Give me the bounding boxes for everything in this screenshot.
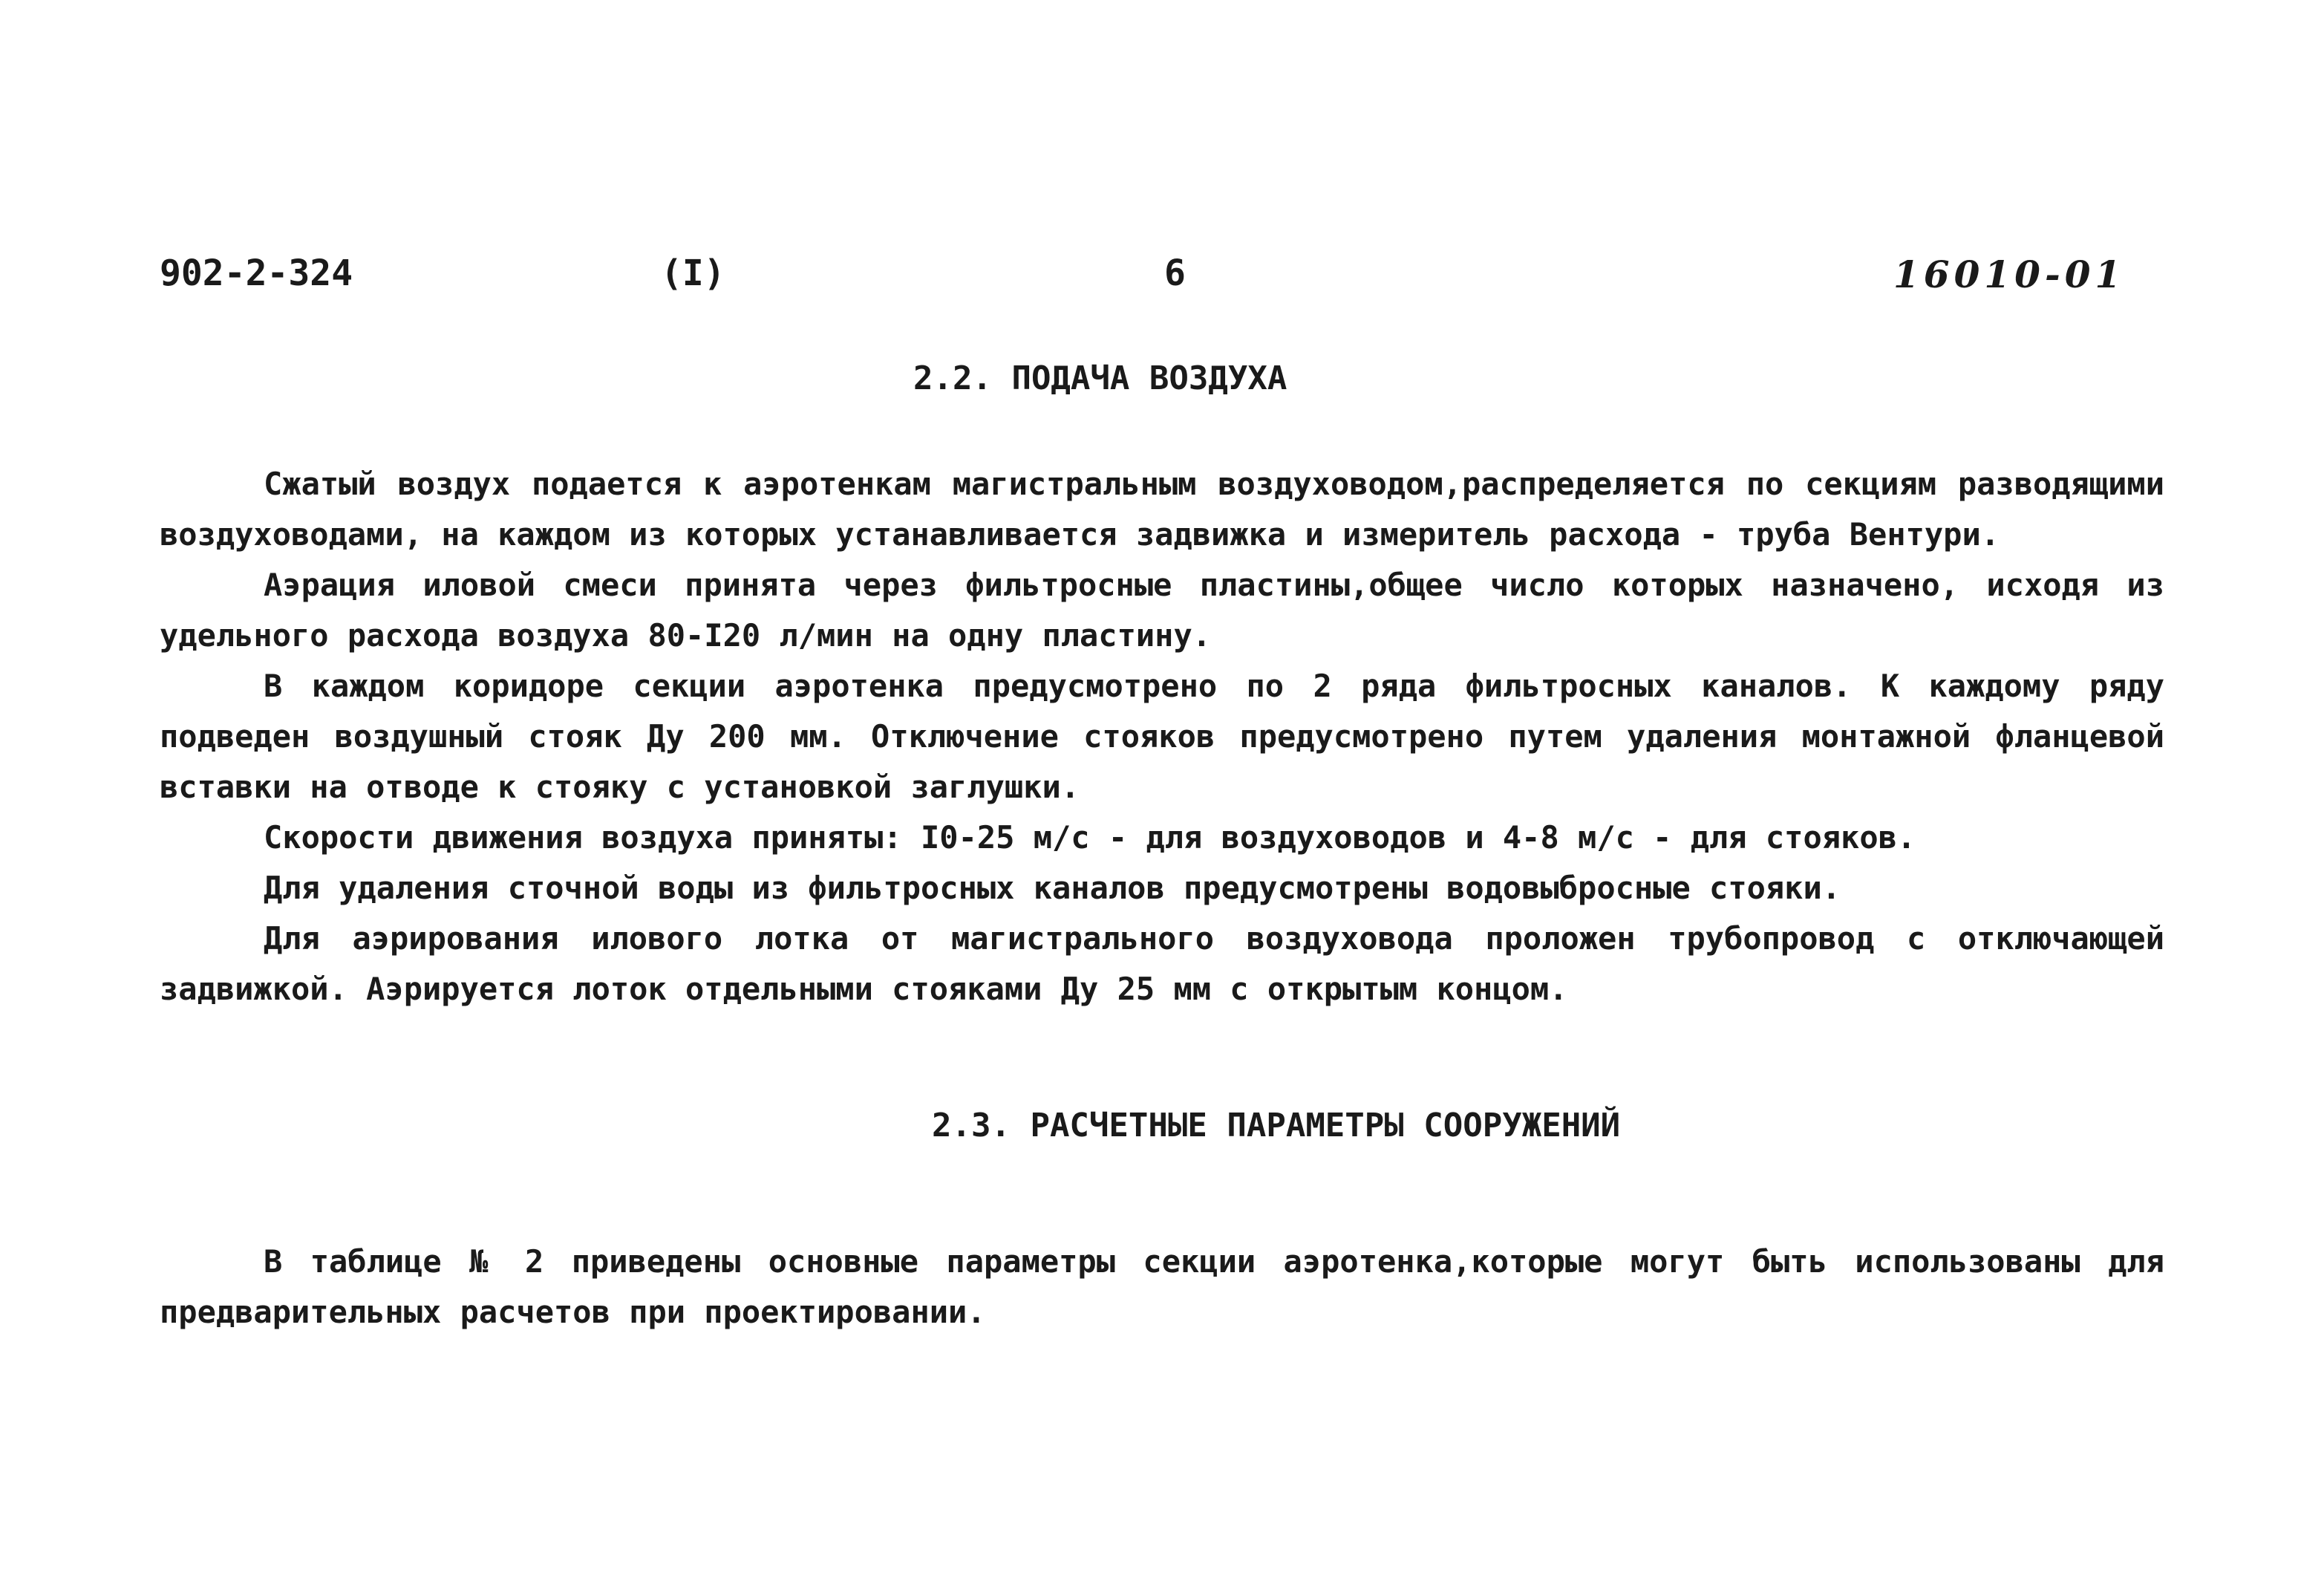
- document-number: 902-2-324: [160, 253, 353, 294]
- paragraph: В таблице № 2 приведены основные параметры секции аэротенка,которые могут быть использованы для предварительных расчетов при проектировании.: [160, 1243, 2164, 1330]
- paragraph: Для удаления сточной воды из фильтросных каналов предусмотрены водовыбросные стояки.: [264, 870, 1841, 906]
- paragraph: Скорости движения воздуха приняты: I0-25 м/с - для воздуховодов и 4-8 м/с - для стояков.: [264, 819, 1916, 856]
- paragraph: Для аэрирования илового лотка от магистрального воздуховода проложен трубопровод с отключающей задвижкой. Аэрируется лоток отдельными стояками Ду 25 мм с открытым концом.: [160, 920, 2164, 1007]
- section-title-air-supply: 2.2. ПОДАЧА ВОЗДУХА: [913, 359, 1287, 397]
- paragraph: Сжатый воздух подается к аэротенкам магистральным воздуховодом,распределяется по секциям разводящими воздуховодами, на каждом из которых устанавливается задвижка и измеритель расхода - труба Вентури.: [160, 466, 2164, 553]
- page-number: 6: [1164, 253, 1186, 294]
- paragraph: Аэрация иловой смеси принята через фильтросные пластины,общее число которых назначено, исходя из удельного расхода воздуха 80-I20 л/мин на одну пластину.: [160, 567, 2164, 654]
- section-title-design-parameters: 2.3. РАСЧЕТНЫЕ ПАРАМЕТРЫ СООРУЖЕНИЙ: [932, 1107, 1621, 1144]
- part-number: (I): [661, 253, 725, 294]
- section-body-air-supply: [160, 459, 2164, 1014]
- section-body-design-parameters: [160, 1237, 2164, 1338]
- paragraph: В каждом коридоре секции аэротенка предусмотрено по 2 ряда фильтросных каналов. К каждому ряду подведен воздушный стояк Ду 200 мм. Отключение стояков предусмотрено путем удаления монтажной фланцевой вставки на отводе к стояку с установкой заглушки.: [160, 668, 2164, 805]
- handwritten-code: 16010-01: [1893, 253, 2126, 296]
- page-header: [0, 253, 2324, 297]
